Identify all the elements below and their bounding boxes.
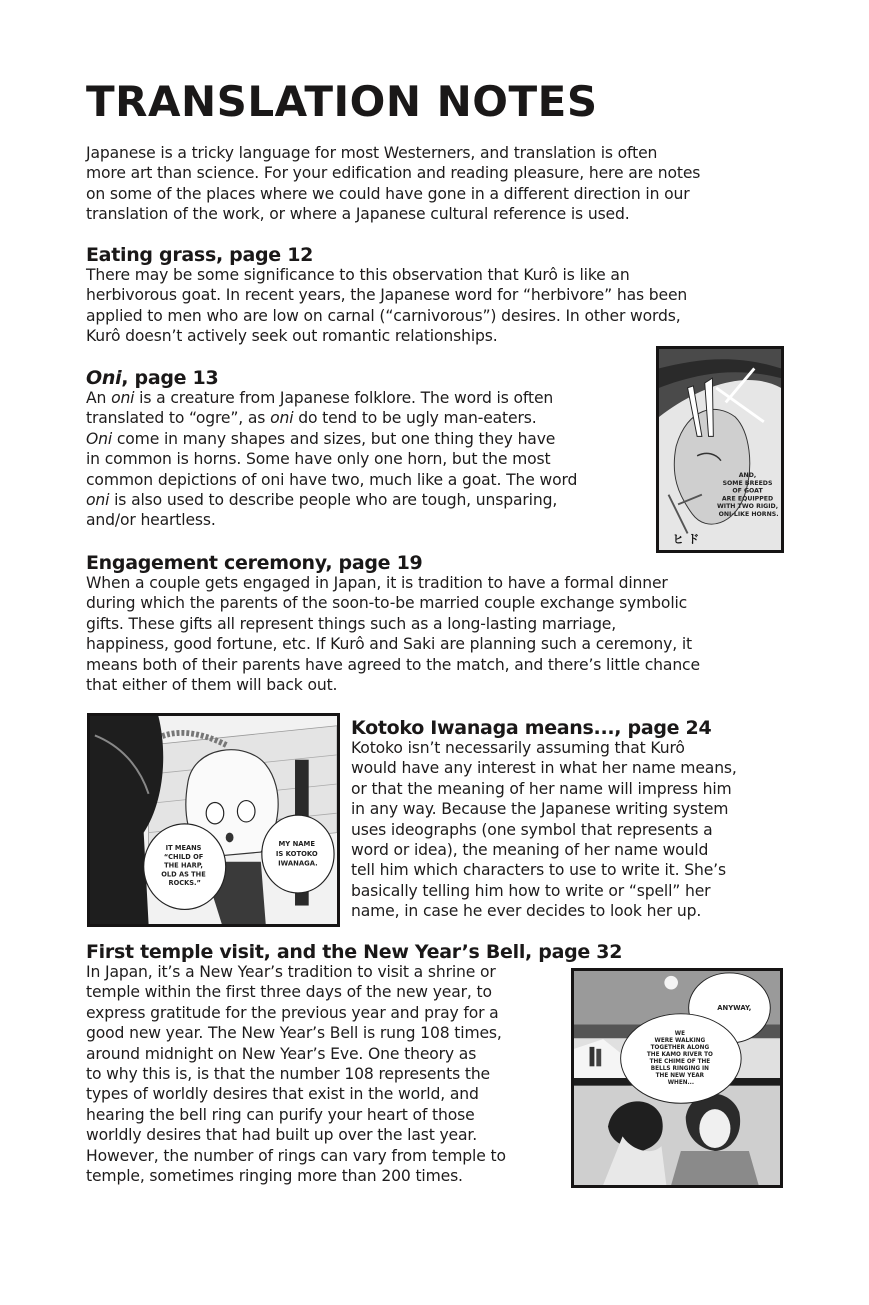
svg-text:ヒ ド: ヒ ド <box>672 532 700 547</box>
note-line: Kotoko isn’t necessarily assuming that Kurô <box>351 739 685 757</box>
note-line: common depictions of oni have two, much like a goat. The word <box>86 470 578 489</box>
note-line: in any way. Because the Japanese writing system <box>351 800 729 819</box>
note-line: or that the meaning of her name will impress him <box>351 779 732 798</box>
note-line: basically telling him how to write or “spell” her <box>351 881 711 900</box>
note-line: herbivorous goat. In recent years, the Japanese word for “herbivore” has been <box>86 286 688 305</box>
note-body-oni <box>86 388 646 531</box>
goat-caption: AND, SOME BREEDS OF GOAT ARE EQUIPPED WITH TWO RIGID, ONI-LIKE HORNS. <box>716 472 779 519</box>
note-line: Oni come in many shapes and sizes, but one thing they have <box>86 429 556 448</box>
note-line: In Japan, it’s a New Year’s tradition to visit a shrine or <box>86 963 496 981</box>
note-line: translated to “ogre”, as oni do tend to be ugly man-eaters. <box>86 409 537 428</box>
temple-bubble-mid: WE WERE WALKING TOGETHER ALONG THE KAMO RIVER TO THE CHIME OF THE BELLS RINGING IN THE NEW YEAR WHEN... <box>646 1031 713 1087</box>
note-line: However, the number of rings can vary from temple to <box>86 1146 506 1165</box>
goat-manga-panel <box>656 346 784 553</box>
kotoko-manga-panel <box>87 713 340 927</box>
intro-line: Japanese is a tricky language for most Westerners, and translation is often <box>86 144 658 162</box>
note-line: good new year. The New Year’s Bell is rung 108 times, <box>86 1024 502 1043</box>
note-line: gifts. These gifts all represent things such as a long-lasting marriage, <box>86 614 617 633</box>
note-line: oni is also used to describe people who are tough, unsparing, <box>86 491 558 510</box>
note-line: name, in case he ever decides to look her up. <box>351 902 702 921</box>
note-line: in common is horns. Some have only one horn, but the most <box>86 450 551 469</box>
kotoko-bubble-right: MY NAME IS KOTOKO IWANAGA. <box>275 840 318 868</box>
note-body-temple <box>86 962 566 1186</box>
note-line: An oni is a creature from Japanese folklore. The word is often <box>86 389 554 407</box>
note-line: word or idea), the meaning of her name would <box>351 841 709 860</box>
note-line: hearing the bell ring can purify your heart of those <box>86 1105 475 1124</box>
intro-line: on some of the places where we could have gone in a different direction in our <box>86 184 690 203</box>
note-heading-italic: Oni <box>86 367 122 389</box>
kotoko-bubble-left: IT MEANS “CHILD OF THE HARP, OLD AS THE ROCKS.” <box>161 844 206 888</box>
note-line: types of worldly desires that exist in the world, and <box>86 1085 479 1104</box>
note-line: There may be some significance to this observation that Kurô is like an <box>86 266 630 284</box>
temple-bubble-top: ANYWAY, <box>717 1003 752 1012</box>
note-line: Kurô doesn’t actively seek out romantic relationships. <box>86 327 498 346</box>
note-line: temple within the first three days of the new year, to <box>86 983 492 1002</box>
note-line: uses ideographs (one symbol that represents a <box>351 820 713 839</box>
note-line: during which the parents of the soon-to-be married couple exchange symbolic <box>86 594 688 613</box>
note-heading-kotoko: Kotoko Iwanaga means..., page 24 <box>351 717 712 739</box>
note-heading-eating-grass: Eating grass, page 12 <box>86 244 314 266</box>
note-body-kotoko <box>351 738 791 922</box>
note-line: would have any interest in what her name means, <box>351 759 737 778</box>
note-line: express gratitude for the previous year and pray for a <box>86 1003 499 1022</box>
note-line: around midnight on New Year’s Eve. One theory as <box>86 1044 477 1063</box>
note-line: and/or heartless. <box>86 511 216 530</box>
note-heading-rest: , page 13 <box>121 367 219 389</box>
intro-line: more art than science. For your edification and reading pleasure, here are notes <box>86 164 701 183</box>
kamo-river-illustration <box>574 971 780 1185</box>
note-heading-temple: First temple visit, and the New Year’s Bell, page 32 <box>86 941 623 963</box>
note-line: applied to men who are low on carnal (“carnivorous”) desires. In other words, <box>86 306 681 325</box>
page-title: TRANSLATION NOTES <box>86 77 598 126</box>
note-line: tell him which characters to use to write it. She’s <box>351 861 726 880</box>
note-line: worldly desires that had built up over the last year. <box>86 1126 478 1145</box>
goat-illustration <box>659 349 781 550</box>
temple-manga-panel <box>571 968 783 1188</box>
note-body-engagement <box>86 573 786 695</box>
note-line: temple, sometimes ringing more than 200 times. <box>86 1167 463 1186</box>
note-body-eating-grass <box>86 265 786 347</box>
intro-line: translation of the work, or where a Japanese cultural reference is used. <box>86 205 630 224</box>
intro-paragraph <box>86 143 786 225</box>
note-heading-engagement: Engagement ceremony, page 19 <box>86 552 423 574</box>
note-line: that either of them will back out. <box>86 676 338 695</box>
note-line: happiness, good fortune, etc. If Kurô and Saki are planning such a ceremony, it <box>86 635 692 654</box>
note-heading-oni <box>86 366 218 390</box>
note-line: When a couple gets engaged in Japan, it is tradition to have a formal dinner <box>86 574 668 592</box>
note-line: to why this is, is that the number 108 represents the <box>86 1065 490 1084</box>
kotoko-illustration <box>90 716 337 924</box>
note-line: means both of their parents have agreed to the match, and there’s little chance <box>86 655 700 674</box>
